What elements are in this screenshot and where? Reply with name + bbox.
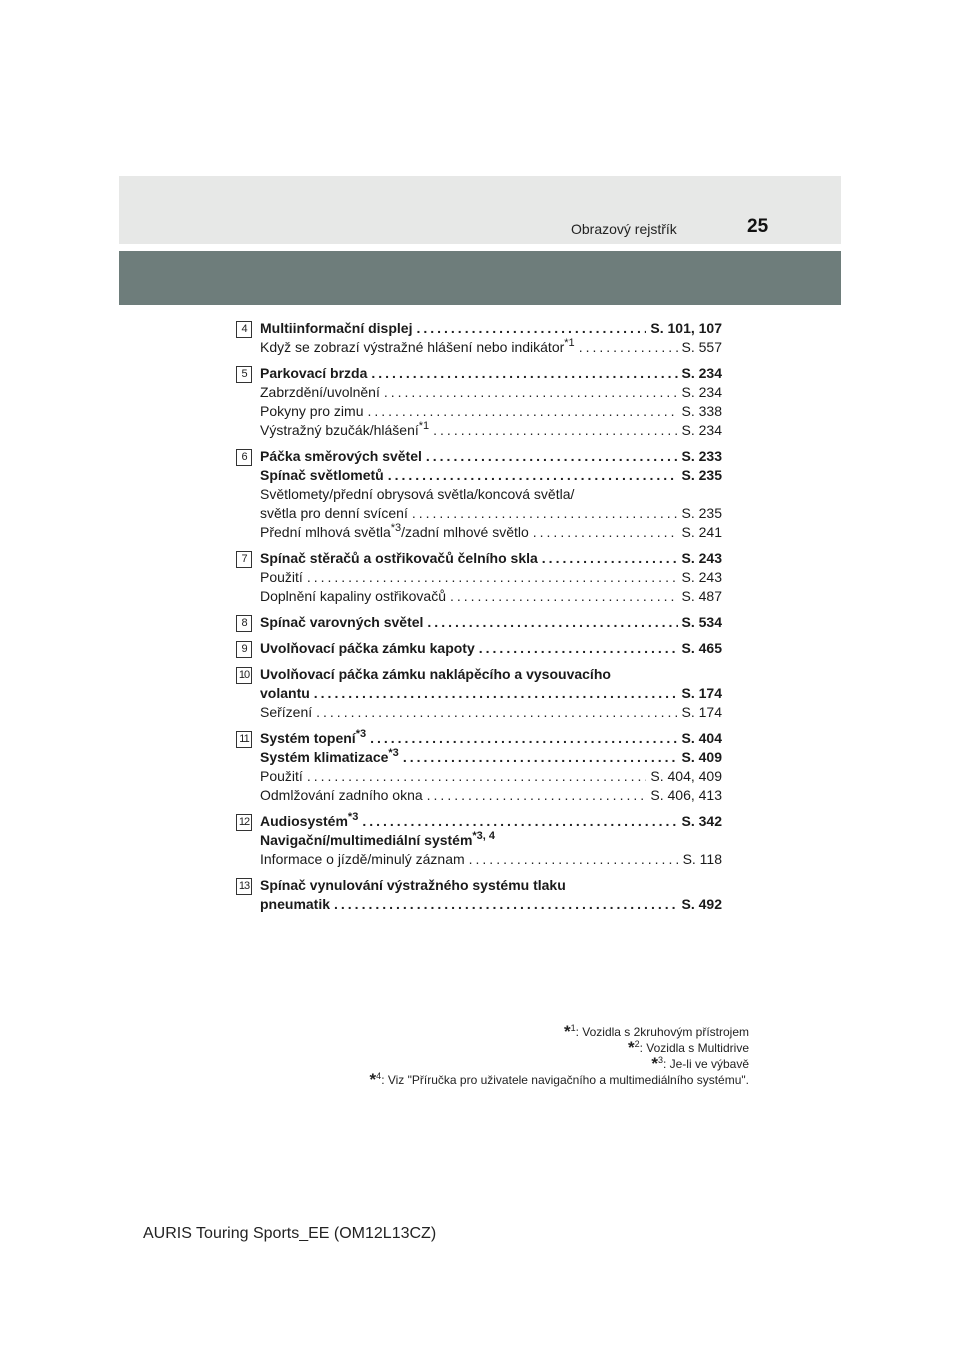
index-section xyxy=(236,665,722,722)
entry-label: Parkovací brzda xyxy=(260,365,368,381)
page-reference[interactable]: S. 338 xyxy=(681,403,722,419)
dot-leader xyxy=(426,447,678,466)
page-header-title: Obrazový rejstřík xyxy=(571,221,677,237)
entry-label: Odmlžování zadního okna xyxy=(260,787,423,803)
footnote: *$^3$: Je-li ve výbavě xyxy=(651,1054,749,1073)
dot-leader xyxy=(362,812,677,831)
entry-label: Seřízení xyxy=(260,704,313,720)
index-entry xyxy=(260,831,722,850)
entry-label: Použití xyxy=(260,768,303,784)
entry-label: Systém topení$^{*3}$ xyxy=(260,728,367,746)
entry-label: Přední mlhová světla$^{*3}$/zadní mlhové světlo xyxy=(260,522,529,540)
section-number-badge: 8 xyxy=(236,615,252,632)
dot-leader xyxy=(316,703,677,722)
index-section xyxy=(236,447,722,542)
entry-label: Pokyny pro zimu xyxy=(260,403,364,419)
dot-leader xyxy=(307,767,647,786)
entry-label: Výstražný bzučák/hlášení$^{*1}$ xyxy=(260,420,430,438)
index-entry[interactable] xyxy=(260,587,722,606)
page-reference[interactable]: S. 235 xyxy=(681,505,722,521)
index-entry[interactable] xyxy=(260,523,722,542)
footnote-ref: *3 xyxy=(355,728,367,740)
page-reference[interactable]: S. 234 xyxy=(681,365,722,381)
index-section xyxy=(236,876,722,914)
footnote-ref: *3, 4 xyxy=(472,830,496,842)
entry-label: Doplnění kapaliny ostřikovačů xyxy=(260,588,446,604)
footnote-ref: *1 xyxy=(564,337,575,349)
dot-leader xyxy=(542,549,678,568)
page-reference[interactable]: S. 492 xyxy=(681,896,722,912)
index-entry[interactable] xyxy=(260,786,722,805)
page-reference[interactable]: S. 557 xyxy=(681,339,722,355)
page-reference[interactable]: S. 174 xyxy=(681,704,722,720)
page-reference[interactable]: S. 487 xyxy=(681,588,722,604)
entry-label: Uvolňovací páčka zámku naklápěcího a vysouvacího xyxy=(260,666,611,682)
dot-leader xyxy=(412,504,678,523)
section-number-badge: 6 xyxy=(236,449,252,466)
entry-label: světla pro denní svícení xyxy=(260,505,408,521)
dot-leader xyxy=(334,895,678,914)
index-entry xyxy=(260,665,722,684)
page-number: 25 xyxy=(747,216,769,237)
index-entry[interactable] xyxy=(260,895,722,914)
entry-label: pneumatik xyxy=(260,896,331,912)
page-reference[interactable]: S. 235 xyxy=(681,467,722,483)
index-entry[interactable] xyxy=(260,504,722,523)
entry-label: Světlomety/přední obrysová světla/koncová světla/ xyxy=(260,486,575,502)
header-bar xyxy=(119,251,841,305)
footnote-ref: *3 xyxy=(390,522,402,534)
section-number-badge: 4 xyxy=(236,321,252,338)
index-entry[interactable] xyxy=(260,748,722,767)
entry-label: Páčka směrových světel xyxy=(260,448,422,464)
footnote-ref: *1 xyxy=(418,420,430,432)
index-entry[interactable] xyxy=(260,684,722,703)
entry-label: Informace o jízdě/minulý záznam xyxy=(260,851,465,867)
entry-label: Když se zobrazí výstražné hlášení nebo indikátor$^{*1}$ xyxy=(260,337,575,355)
page-reference[interactable]: S. 118 xyxy=(682,851,722,867)
page-reference[interactable]: S. 465 xyxy=(681,640,722,656)
index-section xyxy=(236,319,722,357)
entry-label: Spínač stěračů a ostřikovačů čelního skla xyxy=(260,550,538,566)
dot-leader xyxy=(371,364,677,383)
entry-label: Navigační/multimediální systém$^{*3, 4}$ xyxy=(260,830,496,848)
dot-leader xyxy=(314,684,678,703)
index-entry[interactable] xyxy=(260,421,722,440)
index-entry[interactable] xyxy=(260,568,722,587)
index-entry[interactable] xyxy=(260,549,722,568)
index-entry[interactable] xyxy=(260,364,722,383)
dot-leader xyxy=(416,319,646,338)
section-number-badge: 13 xyxy=(236,878,252,895)
index-section xyxy=(236,729,722,805)
footnotes xyxy=(370,1024,749,1088)
page-reference[interactable]: S. 234 xyxy=(681,384,722,400)
section-number-badge: 11 xyxy=(236,731,252,748)
entry-label: Systém klimatizace$^{*3}$ xyxy=(260,747,399,765)
section-number-badge: 9 xyxy=(236,641,252,658)
page-reference[interactable]: S. 233 xyxy=(681,448,722,464)
dot-leader xyxy=(433,421,677,440)
dot-leader xyxy=(427,786,647,805)
index-entry[interactable] xyxy=(260,338,722,357)
dot-leader xyxy=(384,383,678,402)
index-entry[interactable] xyxy=(260,767,722,786)
index-section xyxy=(236,549,722,606)
index-list xyxy=(236,319,722,921)
section-number-badge: 5 xyxy=(236,366,252,383)
dot-leader xyxy=(367,402,677,421)
index-entry[interactable] xyxy=(260,812,722,831)
dot-leader xyxy=(427,613,677,632)
entry-label: Uvolňovací páčka zámku kapoty xyxy=(260,640,475,656)
dot-leader xyxy=(469,850,679,869)
page-reference[interactable]: S. 234 xyxy=(681,422,722,438)
entry-label: volantu xyxy=(260,685,310,701)
index-entry xyxy=(260,876,722,895)
page-reference[interactable]: S. 243 xyxy=(681,550,722,566)
index-section xyxy=(236,639,722,658)
index-entry[interactable] xyxy=(260,383,722,402)
index-section xyxy=(236,364,722,440)
entry-label: Zabrzdění/uvolnění xyxy=(260,384,380,400)
page-reference[interactable]: S. 404, 409 xyxy=(650,768,722,784)
model-code: AURIS Touring Sports_EE (OM12L13CZ) xyxy=(143,1225,437,1242)
index-entry[interactable] xyxy=(260,639,722,658)
page-reference[interactable]: S. 534 xyxy=(681,614,722,630)
entry-label: Audiosystém$^{*3}$ xyxy=(260,811,359,829)
index-entry[interactable] xyxy=(260,729,722,748)
dot-leader xyxy=(307,568,678,587)
index-section xyxy=(236,812,722,869)
entry-label: Spínač vynulování výstražného systému tlaku xyxy=(260,877,566,893)
page-reference[interactable]: S. 406, 413 xyxy=(650,787,722,803)
page-reference[interactable]: S. 243 xyxy=(681,569,722,585)
index-entry[interactable] xyxy=(260,402,722,421)
header-band xyxy=(119,176,841,244)
entry-label: Použití xyxy=(260,569,303,585)
dot-leader xyxy=(450,587,678,606)
page-reference[interactable]: S. 241 xyxy=(681,524,722,540)
dot-leader xyxy=(479,639,678,658)
section-number-badge: 7 xyxy=(236,551,252,568)
index-entry[interactable] xyxy=(260,466,722,485)
dot-leader xyxy=(403,748,678,767)
section-number-badge: 10 xyxy=(236,667,252,684)
footnote: *$^1$: Vozidla s 2kruhovým přístrojem xyxy=(563,1022,749,1041)
footnote: *$^4$: Viz "Příručka pro uživatele navigačního a multimediálního systému". xyxy=(369,1070,749,1089)
index-entry[interactable] xyxy=(260,703,722,722)
page-reference[interactable]: S. 174 xyxy=(681,685,722,701)
index-entry[interactable] xyxy=(260,850,722,869)
page-reference[interactable]: S. 101, 107 xyxy=(650,320,722,336)
index-entry xyxy=(260,485,722,504)
entry-label: Multiinformační displej xyxy=(260,320,413,336)
index-entry[interactable] xyxy=(260,319,722,338)
section-number-badge: 12 xyxy=(236,814,252,831)
footnote-ref: *3 xyxy=(347,811,359,823)
index-entry[interactable] xyxy=(260,613,722,632)
entry-label: Spínač světlometů xyxy=(260,467,384,483)
entry-label: Spínač varovných světel xyxy=(260,614,424,630)
dot-leader xyxy=(388,466,678,485)
page-reference[interactable]: S. 409 xyxy=(681,749,722,765)
index-entry[interactable] xyxy=(260,447,722,466)
page-reference[interactable]: S. 404 xyxy=(681,730,722,746)
page-reference[interactable]: S. 342 xyxy=(681,813,722,829)
footnote: *$^2$: Vozidla s Multidrive xyxy=(627,1038,749,1057)
footnote-ref: *3 xyxy=(388,747,399,759)
dot-leader xyxy=(533,523,678,542)
dot-leader xyxy=(370,729,677,748)
index-section xyxy=(236,613,722,632)
dot-leader xyxy=(579,338,678,357)
